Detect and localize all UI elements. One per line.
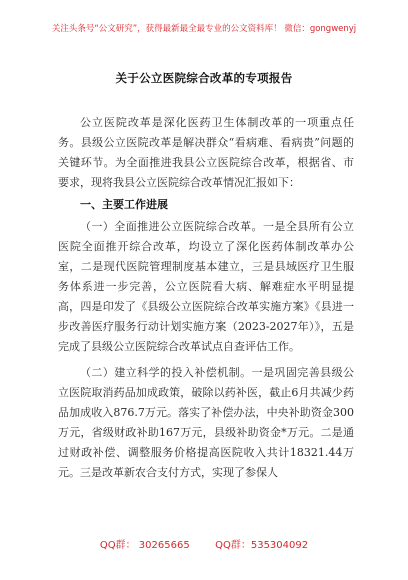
header-promo-note: 关注头条号“公文研究”，获得最新最全最专业的公文资料库！ 微信：gongwenyj <box>51 24 357 34</box>
intro-paragraph: 公立医院改革是深化医药卫生体制改革的一项重点任务。县级公立医院改革是解决群众“看病难、看病贵”问题的关键环节。为全面推进我县公立医院综合改革，根据省、市要求，现将我县公立医院综合改革情况汇报如下： <box>58 116 354 189</box>
document-title: 关于公立医院综合改革的专项报告 <box>115 71 293 85</box>
item-two-paragraph: （二）建立科学的投入补偿机制。一是巩固完善县级公立医院取消药品加成政策，破除以药补医，截止6月共减少药品加成收入876.7万元。落实了补偿办法，中央补助资金300万元，省级财政补助167万元，县级补助资金*万元。二是通过财政补偿、调整服务价格提高医院收入共计18321.44万元。三是改革新农合支付方式，实现了参保人 <box>58 366 354 479</box>
section-heading: 一、主要工作进展 <box>80 198 168 211</box>
item-one-paragraph: （一）全面推进公立医院综合改革。一是全县所有公立医院全面推开综合改革，均设立了深化医药体制改革办公室，二是现代医院管理制度基本建立，三是县域医疗卫生服务体系进一步完善，公立医院看大病、解难症水平明显提高，四是印发了《县级公立医院综合改革实施方案》《县进一步改善医疗服务行动计划实施方案（2023-2027年）》，五是完成了县级公立医院综合改革试点自查评估工作。 <box>58 220 354 353</box>
footer-qq-groups: QQ群： 30265665 QQ群：535304092 <box>99 540 309 551</box>
document-body <box>58 113 354 483</box>
